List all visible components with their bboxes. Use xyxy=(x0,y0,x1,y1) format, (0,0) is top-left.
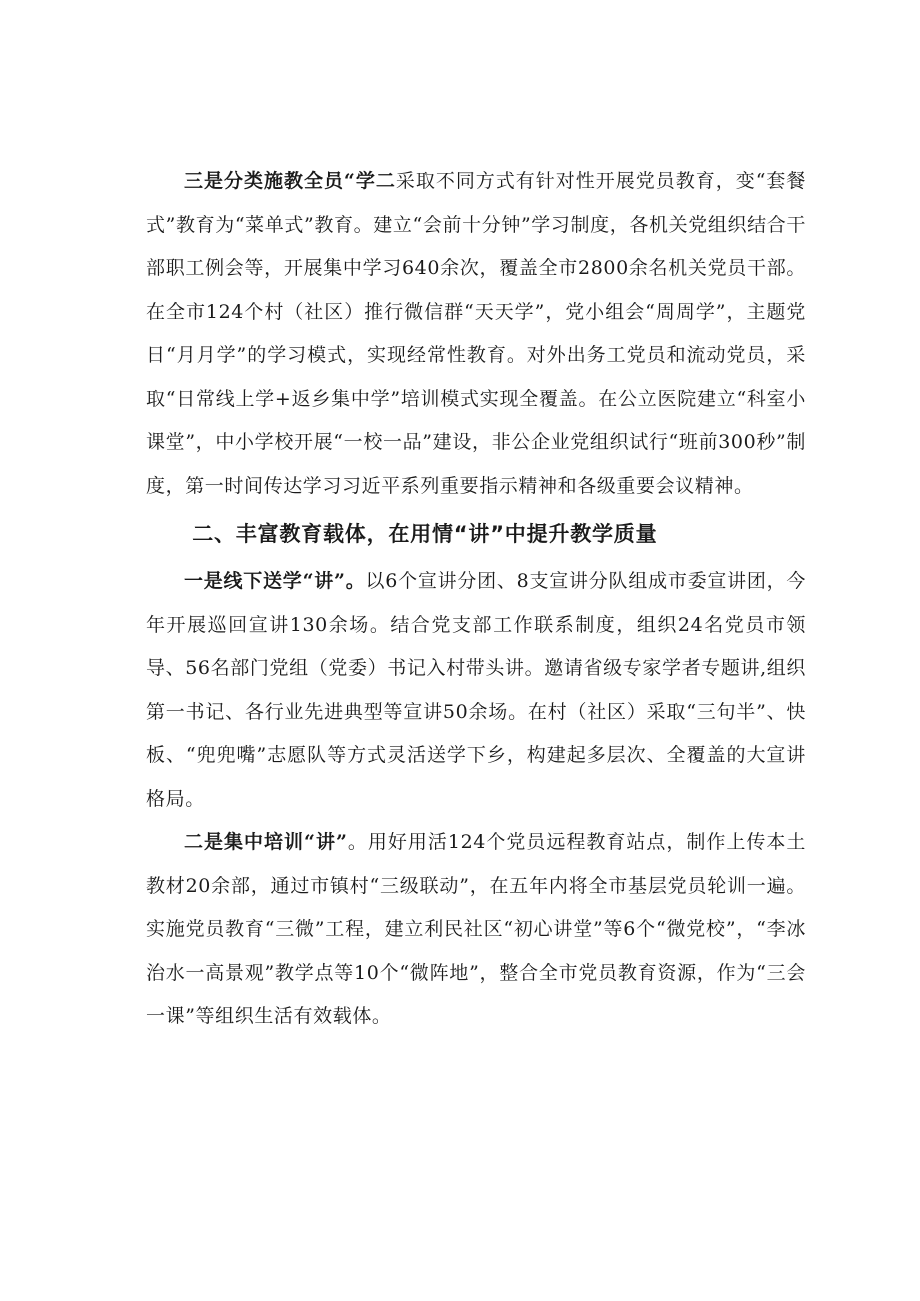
paragraph-body: 。用好用活124个党员远程教育站点，制作上传本土教材20余部，通过市镇村“三级联动”，在五年内将全市基层党员轮训一遍。实施党员教育“三微”工程，建立利民社区“初心讲堂”等6个“微党校”，“李冰治水一高景观”教学点等10个“微阵地”，整合全市党员教育资源，作为“三会一课”等组织生活有效载体。 xyxy=(146,831,806,1027)
section-heading: 二、丰富教育载体，在用情“讲”中提升教学质量 xyxy=(192,522,658,546)
document-page xyxy=(146,160,806,1039)
paragraph-category-teaching xyxy=(146,160,806,508)
paragraph-centralized-training xyxy=(146,821,806,1039)
paragraph-offline-lecture xyxy=(146,560,806,821)
paragraph-lead: 三是分类施教全员“学二 xyxy=(184,170,396,192)
paragraph-lead: 二是集中培训“讲” xyxy=(184,831,348,853)
paragraph-body: 以6个宣讲分团、8支宣讲分队组成市委宣讲团，今年开展巡回宣讲130余场。结合党支部工作联系制度，组织24名党员市领导、56名部门党组（党委）书记入村带头讲。邀请省级专家学者专题讲,组织第一书记、各行业先进典型等宣讲50余场。在村（社区）采取“三句半”、快板、“兜兜嘴”志愿队等方式灵活送学下乡，构建起多层次、全覆盖的大宣讲格局。 xyxy=(146,570,807,810)
paragraph-lead: 一是线下送学“讲”。 xyxy=(184,570,366,592)
paragraph-body: 采取不同方式有针对性开展党员教育，变“套餐式”教育为“菜单式”教育。建立“会前十分钟”学习制度，各机关党组织结合干部职工例会等，开展集中学习640余次，覆盖全市2800余名机关党员干部。在全市124个村（社区）推行微信群“天天学”，党小组会“周周学”，主题党日“月月学”的学习模式，实现经常性教育。对外出务工党员和流动党员，采取“日常线上学+返乡集中学”培训模式实现全覆盖。在公立医院建立“科室小课堂”，中小学校开展“一校一品”建设，非公企业党组织试行“班前300秒”制度，第一时间传达学习习近平系列重要指示精神和各级重要会议精神。 xyxy=(146,170,806,497)
